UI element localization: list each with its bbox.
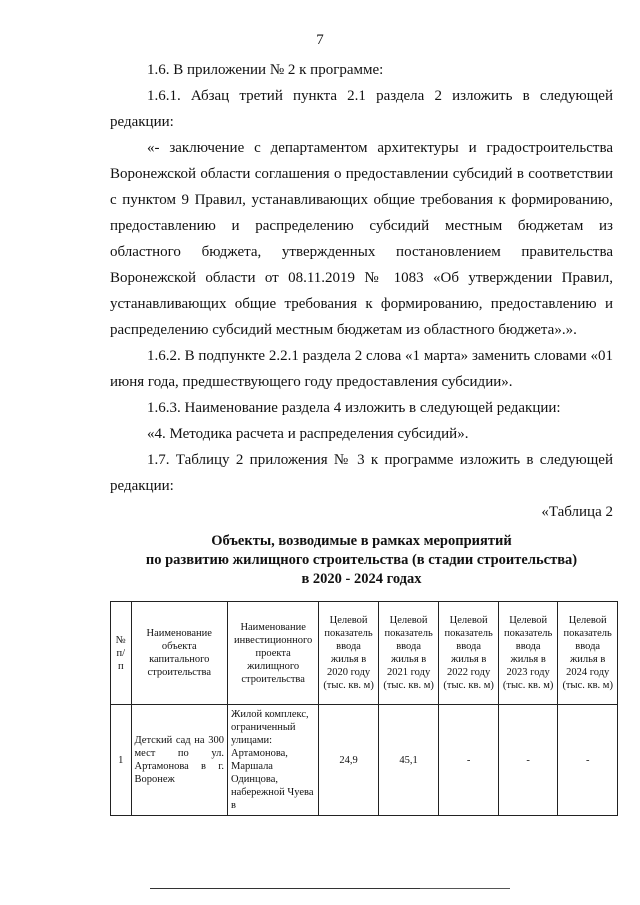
objects-table — [110, 601, 618, 816]
footer-rule-secondary — [420, 888, 510, 889]
header-project: Наименование инвестиционного проекта жилищного строительства — [227, 602, 318, 705]
paragraph-1-6-1: 1.6.1. Абзац третий пункта 2.1 раздела 2 изложить в следующей редакции: — [110, 88, 613, 130]
body-text — [110, 57, 613, 525]
table-title-line-2: по развитию жилищного строительства (в стадии строительства) — [145, 552, 578, 568]
header-2023: Целевой показатель ввода жилья в 2023 году (тыс. кв. м) — [498, 602, 558, 705]
paragraph-1-7: 1.7. Таблицу 2 приложения № 3 к программе изложить в следующей редакции: — [110, 452, 613, 494]
header-object: Наименование объекта капитального строительства — [131, 602, 227, 705]
paragraph-section-4-title: «4. Методика расчета и распределения субсидий». — [147, 426, 469, 442]
header-2024: Целевой показатель ввода жилья в 2024 году (тыс. кв. м) — [558, 602, 618, 705]
cell-project: Жилой комплекс, ограниченный улицами: Артамонова, Маршала Одинцова, набережной Чуева в — [227, 705, 318, 816]
paragraph-quote-agreement: «- заключение с департаментом архитектуры и градостроительства Воронежской области соглашения о предоставлении субсидий в соответствии с пунктом 9 Правил, устанавливающих общие требования к формированию, предоставлению и распределению субсидий местным бюджетам из областного бюджета, утвержденных постановлением правительства Воронежской области от 08.11.2019 № 1083 «Об утверждении Правил, устанавливающих общие требования к формированию, предоставлению и распределению субсидий местным бюджетам из областного бюджета».». — [110, 140, 613, 338]
header-2022: Целевой показатель ввода жилья в 2022 году (тыс. кв. м) — [439, 602, 499, 705]
table-row — [111, 705, 618, 816]
cell-2024: - — [558, 705, 618, 816]
header-2020: Целевой показатель ввода жилья в 2020 году (тыс. кв. м) — [319, 602, 379, 705]
header-num: № п/п — [111, 602, 132, 705]
paragraph-1-6: 1.6. В приложении № 2 к программе: — [147, 62, 384, 78]
footer-rule — [150, 888, 420, 889]
cell-num: 1 — [111, 705, 132, 816]
cell-2020: 24,9 — [319, 705, 379, 816]
table-title-line-3: в 2020 - 2024 годах — [301, 571, 422, 587]
cell-object: Детский сад на 300 мест по ул. Артамонова в г. Воронеж — [131, 705, 227, 816]
table-title-line-1: Объекты, возводимые в рамках мероприятий — [211, 533, 512, 549]
paragraph-1-6-3: 1.6.3. Наименование раздела 4 изложить в следующей редакции: — [147, 400, 561, 416]
page-number: 7 — [316, 32, 324, 48]
header-2021: Целевой показатель ввода жилья в 2021 году (тыс. кв. м) — [378, 602, 439, 705]
cell-2022: - — [439, 705, 499, 816]
paragraph-1-6-2: 1.6.2. В подпункте 2.2.1 раздела 2 слова «1 марта» заменить словами «01 июня года, предшествующего году предоставления субсидии». — [110, 348, 613, 390]
table-label: «Таблица 2 — [541, 504, 613, 520]
cell-2023: - — [498, 705, 558, 816]
table-title — [110, 532, 613, 589]
table-header-row — [111, 602, 618, 705]
cell-2021: 45,1 — [378, 705, 439, 816]
